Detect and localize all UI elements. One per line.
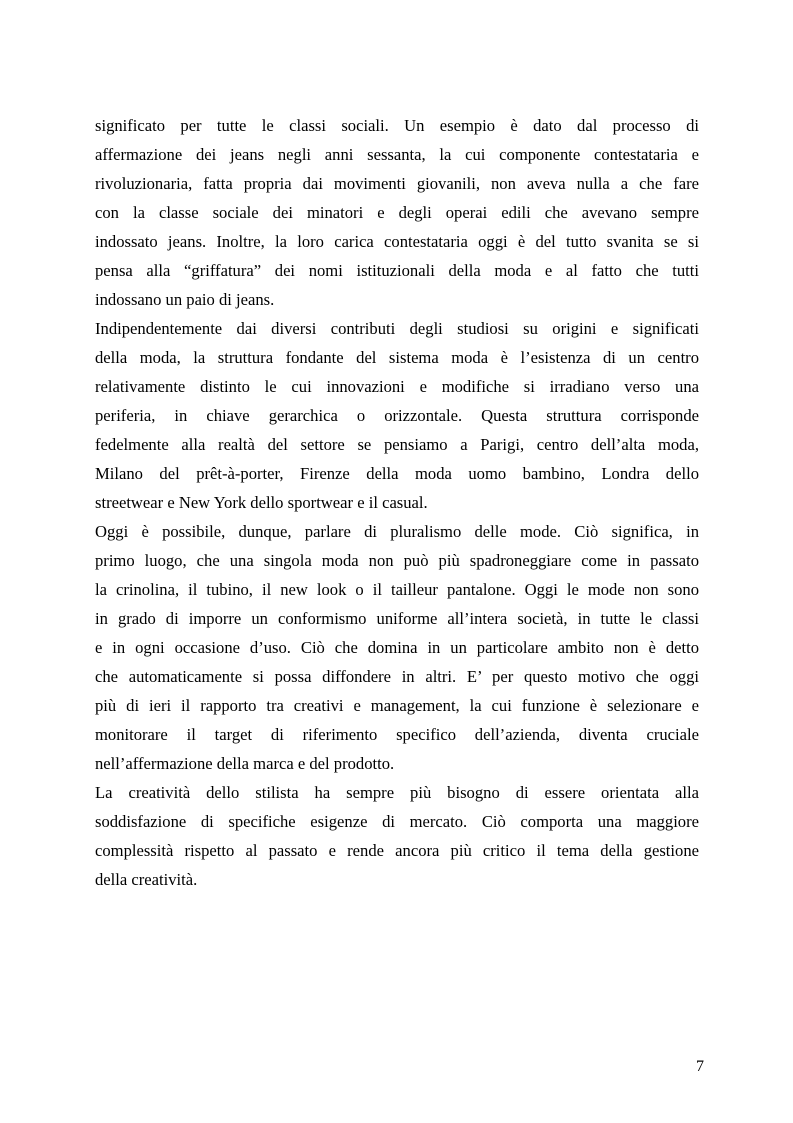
text-line: Oggi è possibile, dunque, parlare di pluralismo delle mode. Ciò significa, in: [95, 522, 699, 541]
text-line: periferia, in chiave gerarchica o orizzontale. Questa struttura corrisponde: [95, 406, 699, 425]
text-line: in grado di imporre un conformismo uniforme all’intera società, in tutte le classi: [95, 609, 699, 628]
paragraph: [95, 314, 699, 517]
text-line: monitorare il target di riferimento specifico dell’azienda, diventa cruciale: [95, 725, 699, 744]
text-line: la crinolina, il tubino, il new look o il tailleur pantalone. Oggi le mode non sono: [95, 580, 699, 599]
text-line: indossato jeans. Inoltre, la loro carica contestataria oggi è del tutto svanita se si: [95, 232, 699, 251]
text-line: con la classe sociale dei minatori e degli operai edili che avevano sempre: [95, 203, 699, 222]
text-line: soddisfazione di specifiche esigenze di mercato. Ciò comporta una maggiore: [95, 812, 699, 831]
paragraph: [95, 778, 699, 894]
text-line: pensa alla “griffatura” dei nomi istituzionali della moda e al fatto che tutti: [95, 261, 699, 280]
text-line: Milano del prêt-à-porter, Firenze della moda uomo bambino, Londra dello: [95, 464, 699, 483]
paragraph: [95, 111, 699, 314]
text-line: affermazione dei jeans negli anni sessanta, la cui componente contestataria e: [95, 145, 699, 164]
text-line: rivoluzionaria, fatta propria dai movimenti giovanili, non aveva nulla a che fare: [95, 174, 699, 193]
text-line: indossano un paio di jeans.: [95, 290, 275, 309]
text-line: primo luogo, che una singola moda non può più spadroneggiare come in passato: [95, 551, 699, 570]
text-line: streetwear e New York dello sportwear e il casual.: [95, 493, 428, 512]
paragraph: [95, 517, 699, 778]
text-line: e in ogni occasione d’uso. Ciò che domina in un particolare ambito non è detto: [95, 638, 699, 657]
text-line: Indipendentemente dai diversi contributi degli studiosi su origini e significati: [95, 319, 699, 338]
text-line: della creatività.: [95, 870, 198, 889]
text-line: della moda, la struttura fondante del sistema moda è l’esistenza di un centro: [95, 348, 699, 367]
body-text: [95, 111, 699, 894]
page-number: 7: [696, 1058, 704, 1075]
text-line: significato per tutte le classi sociali. Un esempio è dato dal processo di: [95, 116, 699, 135]
text-line: che automaticamente si possa diffondere in altri. E’ per questo motivo che oggi: [95, 667, 699, 686]
text-line: La creatività dello stilista ha sempre più bisogno di essere orientata alla: [95, 783, 699, 802]
text-line: complessità rispetto al passato e rende ancora più critico il tema della gestione: [95, 841, 699, 860]
text-line: fedelmente alla realtà del settore se pensiamo a Parigi, centro dell’alta moda,: [95, 435, 699, 454]
text-line: più di ieri il rapporto tra creativi e management, la cui funzione è selezionare e: [95, 696, 699, 715]
text-line: relativamente distinto le cui innovazioni e modifiche si irradiano verso una: [95, 377, 699, 396]
text-line: nell’affermazione della marca e del prodotto.: [95, 754, 395, 773]
